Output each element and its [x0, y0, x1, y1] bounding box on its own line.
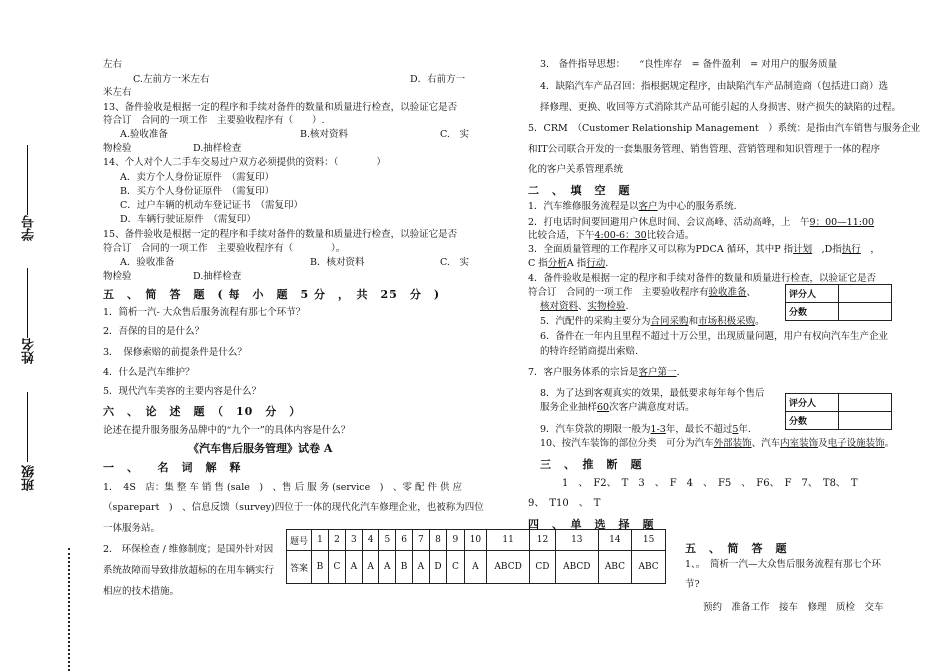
scorer-cell[interactable]: [839, 285, 892, 303]
fill-6-cont: 的特许经销商提出索赔.: [540, 346, 639, 357]
section-6-heading: 六 、 论 述 题 （ 10 分 ）: [103, 405, 302, 418]
question-13-cont: 符合订 合同的一项工作 主要验收程序有（ ）.: [103, 115, 325, 126]
option-b: B．核对资料: [310, 257, 365, 268]
question-number-cell: 15: [632, 530, 666, 551]
fill-8: 8．为了达到客观真实的效果，最低要求每年每个售后: [540, 388, 765, 399]
answer-cell: ABC: [598, 551, 632, 584]
answer-cell: A: [346, 551, 363, 584]
answer-cell: CD: [529, 551, 555, 584]
question-number-cell: 4: [362, 530, 379, 551]
answer-table: [286, 529, 666, 584]
class-label: 班级: [22, 465, 37, 491]
answer-cell: D: [429, 551, 447, 584]
fill-4-cont: 核对资料、实物检验.: [540, 301, 629, 312]
short-answer-1: 1．简析一汽- 大众售后服务流程有那七个环节？: [103, 307, 306, 318]
term-4-cont: 择修理、更换、收回等方式消除其产品可能引起的人身损害、财产损失的缺陷的过程。: [540, 102, 902, 113]
short-answer-1-answer: 预约 准备工作 接车 修理 质检 交车: [703, 602, 884, 613]
fill-4: 4．备件验收是根据一定的程序和手续对备件的数量和质量进行检查，以验证它是否: [528, 273, 877, 284]
question-13: 13、备件验收是根据一定的程序和手续对备件的数量和质量进行检查，以验证它是否: [103, 102, 458, 113]
option-c-cont: 物检验: [103, 143, 132, 154]
option-c: C.左前方一米左右: [133, 74, 210, 85]
short-answer-5: 5．现代汽车美容的主要内容是什么？: [103, 386, 262, 397]
option-d: D.抽样检查: [193, 271, 242, 282]
term-1-cont: 一体服务站。: [103, 523, 161, 534]
row-label: 答案: [287, 551, 312, 584]
option-c: C. 实: [440, 129, 469, 140]
term-5-cont: 化的客户关系管理系统: [528, 164, 624, 175]
scorer-cell[interactable]: [839, 394, 892, 412]
section-3-heading: 三 、 推 断 题: [540, 458, 643, 471]
row-label: 题号: [287, 530, 312, 551]
name-label: 姓名: [22, 338, 37, 364]
term-2-cont: 系统故障而导致排放超标的在用车辆实行: [103, 565, 275, 576]
fill-1: 1．汽车维修服务流程是以客户为中心的服务系统.: [528, 201, 737, 212]
question-number-cell: 13: [556, 530, 599, 551]
answer-cell: A: [362, 551, 379, 584]
text-line: 米左右: [103, 87, 132, 98]
option-a: A．卖方个人身份证原件 （需复印）: [120, 172, 275, 183]
option-c-cont: 物检验: [103, 271, 132, 282]
option-b: B.核对资料: [300, 129, 349, 140]
option-c: C．过户车辆的机动车登记证书 （需复印）: [120, 200, 304, 211]
option-d: D．车辆行驶证原件 （需复印）: [120, 214, 256, 225]
question-number-cell: 10: [464, 530, 487, 551]
fill-4-cont: 符合订 合同的一项工作 主要验收程序有验收准备、: [528, 287, 757, 298]
option-d: D.抽样检查: [193, 143, 242, 154]
answer-cell: A: [379, 551, 396, 584]
score-label: 分数: [786, 303, 839, 321]
student-id-label: 学号: [22, 215, 37, 241]
term-2-cont: 相应的技术措施。: [103, 586, 180, 597]
section-5-right-heading: 五 、 简 答 题: [685, 542, 788, 555]
score-cell[interactable]: [839, 303, 892, 321]
section-5-heading: 五 、 简 答 题 ( 每 小 题 5 分 ， 共 25 分 ): [103, 288, 441, 301]
term-2: 2. 环保检查 / 维修制度；是国外针对因: [103, 544, 274, 555]
answer-cell: B: [312, 551, 329, 584]
fill-7: 7．客户服务体系的宗旨是客户第一.: [528, 367, 680, 378]
fill-10: 10、按汽车装饰的部位分类 可分为汽车外部装饰、汽车内室装饰及电子设施装饰。: [540, 438, 895, 449]
question-number-cell: 2: [328, 530, 345, 551]
question-number-cell: 6: [396, 530, 413, 551]
student-id-line: [27, 145, 28, 215]
fill-6: 6．备件在一年内且里程不超过十万公里，出现质量问题，用户有权向汽车生产企业: [540, 331, 889, 342]
term-5: 5．CRM （Customer Relationship Management ）系统：是指由汽车销售与服务企业: [528, 123, 921, 134]
fill-9: 9．汽车贷款的期限一般为1-3年，最长不超过5年.: [540, 424, 751, 435]
binding-dotted-line: [68, 548, 70, 671]
question-number-cell: 14: [598, 530, 632, 551]
term-5-cont: 和IT公司联合开发的一套集服务管理、销售管理、营销管理和知识管理于一体的程序: [528, 144, 881, 155]
score-label: 分数: [786, 412, 839, 430]
judgement-answers-cont: 9、 T10 、 T: [528, 498, 601, 509]
judgement-answers: 1 、 F2、 T 3 、 F 4 、 F5 、 F6、 F 7、 T8、 T: [562, 478, 858, 489]
short-answer-4: 4．什么是汽车维护？: [103, 367, 195, 378]
question-14: 14、个人对个人二手车交易过户双方必须提供的资料：（ ）: [103, 157, 386, 168]
option-b: B．买方个人身份证原件 （需复印）: [120, 186, 275, 197]
question-15: 15、备件验收是根据一定的程序和手续对备件的数量和质量进行检查，以验证它是否: [103, 229, 458, 240]
name-line: [27, 268, 28, 338]
question-15-cont: 符合订 合同的一项工作 主要验收程序有（ ）。: [103, 243, 346, 254]
section-4-heading: 四 、 单 选 择 题: [528, 518, 655, 531]
answer-cell: C: [328, 551, 345, 584]
essay-question: 论述在提升服务服务品牌中的“九个一”的具体内容是什么？: [103, 425, 351, 436]
question-number-cell: 11: [487, 530, 530, 551]
fill-3-cont: C 指分析A 指行动.: [528, 258, 609, 269]
fill-3: 3．全面质量管理的工作程序又可以称为PDCA 循环，其中P 指计划 ,D指执行 ，: [528, 244, 880, 255]
answer-cell: C: [447, 551, 464, 584]
answer-cell: B: [396, 551, 413, 584]
answer-cell: A: [413, 551, 430, 584]
scorer-label: 评分人: [786, 285, 839, 303]
section-1-heading: 一 、 名 词 解 释: [103, 461, 242, 474]
answer-row: [287, 551, 666, 584]
fill-2: 2．打电话时间要回避用户休息时间、会议高峰、活动高峰，上 午9：00—11:00: [528, 217, 875, 228]
short-answer-1-right: 1、。 简析一汽—大众售后服务流程有那七个环: [685, 559, 882, 570]
paper-title: 《汽车售后服务管理》试卷 A: [188, 442, 333, 455]
question-number-cell: 1: [312, 530, 329, 551]
option-d: D．右前方一: [410, 74, 466, 85]
text-line: 左右: [103, 59, 123, 70]
term-1-cont: （sparepart ) 、信息反馈（survey)四位于一体的现代化汽车修理企业，也被称为四位: [103, 502, 484, 513]
term-3: 3. 备件指导思想： “良性库存 = 备件盈利 = 对用户的服务质量: [540, 59, 838, 70]
short-answer-3: 3． 保修索赔的前提条件是什么？: [103, 347, 247, 358]
term-1: 1． 4S 店：集 整 车 销 售 (sale ) 、售 后 服 务 (service ) 、零 配 件 供 应: [103, 482, 463, 493]
question-number-cell: 7: [413, 530, 430, 551]
answer-cell: ABCD: [487, 551, 530, 584]
class-line: [27, 392, 28, 462]
term-4: 4．缺陷汽车产品召回：指根据规定程序，由缺陷汽车产品制造商（包括进口商）选: [540, 81, 889, 92]
fill-5: 5．汽配件的采购主要分为合同采购和市场积极采购。: [540, 316, 765, 327]
question-number-cell: 9: [447, 530, 464, 551]
section-2-heading: 二 、 填 空 题: [528, 184, 631, 197]
answer-cell: ABC: [632, 551, 666, 584]
question-number-cell: 12: [529, 530, 555, 551]
option-c: C. 实: [440, 257, 469, 268]
scorer-label: 评分人: [786, 394, 839, 412]
option-a: A.验收准备: [120, 129, 168, 140]
option-a: A．验收准备: [120, 257, 175, 268]
short-answer-1-right-cont: 节?: [685, 579, 700, 590]
question-number-row: [287, 530, 666, 551]
answer-cell: A: [464, 551, 487, 584]
question-number-cell: 3: [346, 530, 363, 551]
answer-cell: ABCD: [556, 551, 599, 584]
score-cell[interactable]: [839, 412, 892, 430]
fill-8-cont: 服务企业抽样60次客户满意度对话。: [540, 402, 695, 413]
score-box-1: [785, 284, 892, 321]
score-box-2: [785, 393, 892, 430]
question-number-cell: 5: [379, 530, 396, 551]
question-number-cell: 8: [429, 530, 447, 551]
short-answer-2: 2．吾保的目的是什么？: [103, 326, 205, 337]
fill-2-cont: 比较合适，下午4:00-6：30比较合适。: [528, 230, 695, 241]
